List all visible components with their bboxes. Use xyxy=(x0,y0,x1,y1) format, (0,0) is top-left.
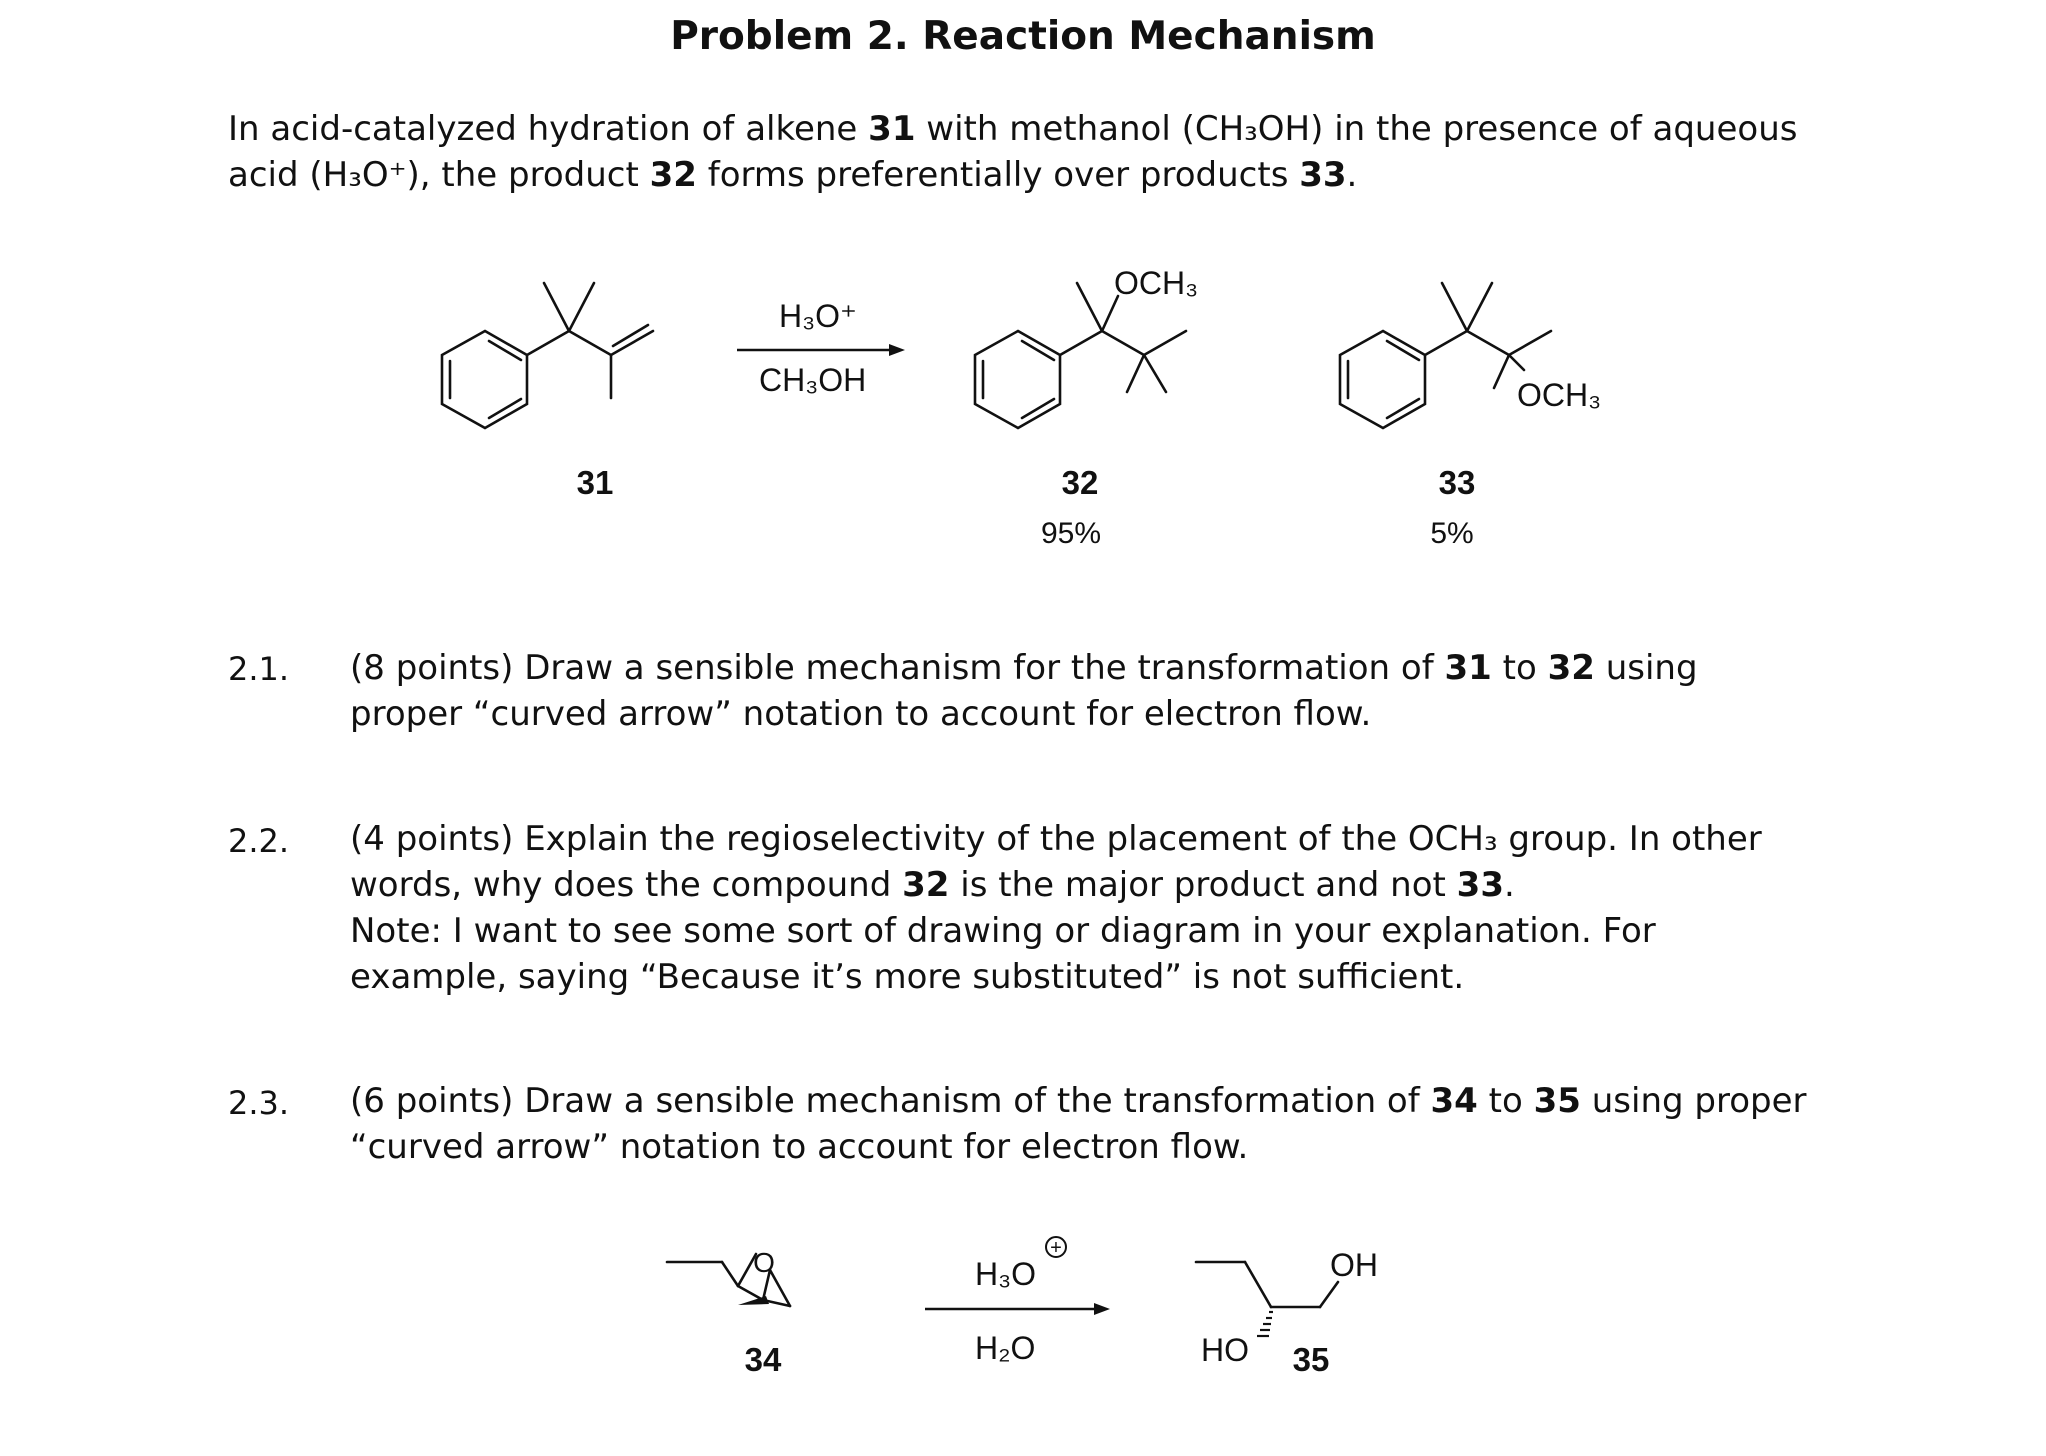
intro-text-1: In acid-catalyzed hydration of alkene xyxy=(228,109,869,149)
question-2-1-compound-b: 32 xyxy=(1547,648,1595,688)
question-2-2-text xyxy=(350,816,1820,1000)
question-2-1-compound-a: 31 xyxy=(1444,648,1492,688)
compound-32-och3-label: OCH₃ xyxy=(1114,265,1199,301)
epoxide-oxygen-label: O xyxy=(753,1247,775,1278)
compound-35-ho-label: HO xyxy=(1201,1332,1249,1368)
question-2-3-compound-b: 35 xyxy=(1533,1081,1581,1121)
question-2-2-compound-b: 33 xyxy=(1456,865,1504,905)
intro-text-3: forms preferentially over products xyxy=(696,155,1300,195)
scheme2-reagent-top: H₃O xyxy=(975,1256,1037,1292)
intro-compound-31: 31 xyxy=(868,109,916,149)
compound-35-label: 35 xyxy=(1292,1341,1330,1378)
scheme1-reagent-top: H₃O⁺ xyxy=(779,298,857,334)
question-2-2-text-2: is the major product and not xyxy=(949,865,1457,905)
scheme2-reagent-bottom: H₂O xyxy=(975,1330,1036,1366)
question-2-3-compound-a: 34 xyxy=(1430,1081,1478,1121)
question-2-3-text xyxy=(350,1078,1810,1170)
intro-text-4: . xyxy=(1346,155,1358,195)
intro-compound-33: 33 xyxy=(1299,155,1347,195)
compound-33-label: 33 xyxy=(1438,464,1476,501)
scheme1-reagent-bottom: CH₃OH xyxy=(759,362,867,398)
question-2-1-text-1: (8 points) Draw a sensible mechanism for the transformation of xyxy=(350,648,1445,688)
compound-31-label: 31 xyxy=(576,464,614,501)
question-2-2-text-1: (4 points) Explain the regioselectivity of the placement of the OCH₃ group. In other words, why does the compound xyxy=(350,819,1762,905)
compound-32-structure xyxy=(975,283,1186,428)
compound-31-structure xyxy=(442,283,653,428)
compound-34-label: 34 xyxy=(744,1341,782,1378)
intro-compound-32: 32 xyxy=(649,155,697,195)
reaction-arrow-1 xyxy=(737,344,905,356)
question-2-2-number: 2.2. xyxy=(228,822,290,860)
question-2-3-text-3: using proper “curved arrow” notation to account for electron flow. xyxy=(350,1081,1807,1167)
question-2-1-text-2: to xyxy=(1491,648,1548,688)
question-2-3-number: 2.3. xyxy=(228,1084,290,1122)
question-2-1-text xyxy=(350,645,1810,737)
compound-35-oh-label: OH xyxy=(1330,1247,1378,1283)
question-2-1-number: 2.1. xyxy=(228,650,290,688)
compound-32-label: 32 xyxy=(1061,464,1099,501)
question-2-1-text-3: using proper “curved arrow” notation to account for electron flow. xyxy=(350,648,1698,734)
epoxide-wedge-bond xyxy=(738,1296,769,1305)
hashed-bond xyxy=(1257,1312,1273,1336)
question-2-2-compound-a: 32 xyxy=(902,865,950,905)
question-2-2-text-3: . xyxy=(1503,865,1515,905)
compound-32-yield: 95% xyxy=(1040,517,1102,550)
compound-33-och3-label: OCH₃ xyxy=(1517,377,1602,413)
positive-charge-sign: + xyxy=(1050,1237,1062,1259)
question-2-3-text-2: to xyxy=(1477,1081,1534,1121)
question-2-2-note: Note: I want to see some sort of drawing or diagram in your explanation. For example, saying “Because it’s more substituted” is not sufficient. xyxy=(350,911,1656,997)
compound-35-structure xyxy=(1196,1262,1338,1307)
compound-33-yield: 5% xyxy=(1430,517,1474,550)
page-title: Problem 2. Reaction Mechanism xyxy=(670,14,1376,59)
question-2-3-text-1: (6 points) Draw a sensible mechanism of the transformation of xyxy=(350,1081,1431,1121)
reaction-arrow-2 xyxy=(925,1303,1110,1315)
intro-text-2: with methanol (CH₃OH) in the presence of aqueous acid (H₃O⁺), the product xyxy=(228,109,1798,195)
